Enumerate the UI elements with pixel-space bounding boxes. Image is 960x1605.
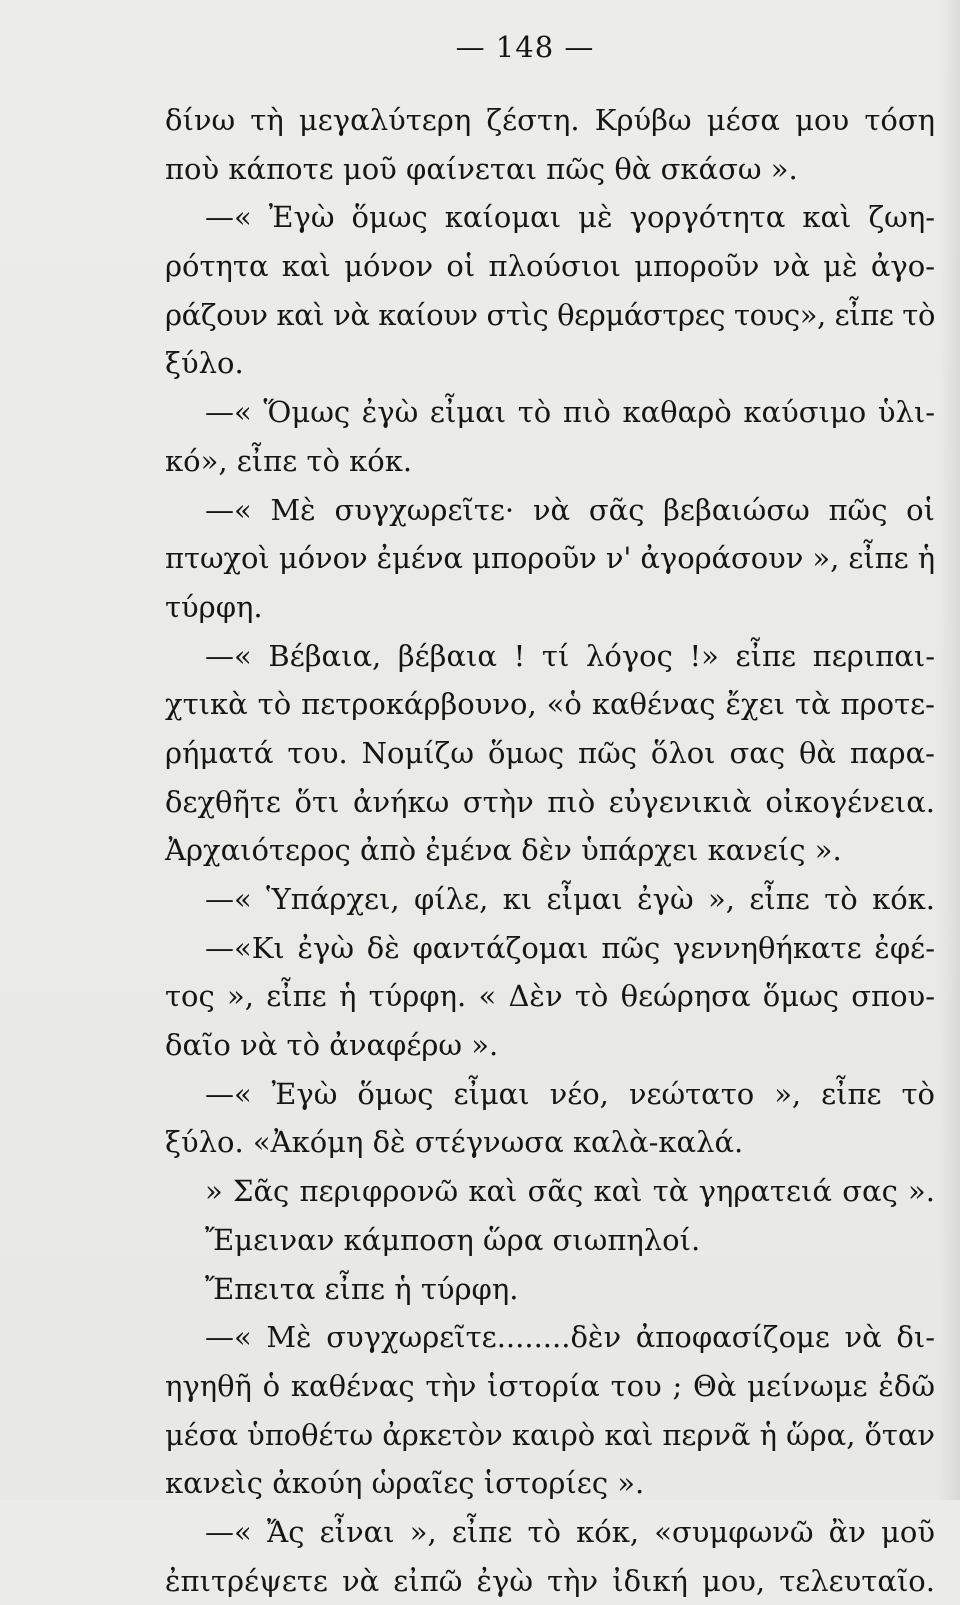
text-line: ποὺ κάποτε μοῦ φαίνεται πῶς θὰ σκάσω ». — [165, 151, 798, 186]
text-line: Ἔμειναν κάμποση ὥρα σιωπηλοί. — [205, 1222, 701, 1257]
text-line: ρότητα καὶ μόνον οἱ πλούσιοι μποροῦν νὰ μὲ ἀγο- — [165, 249, 935, 284]
text-line: —« Ἄς εἶναι », εἶπε τὸ κόκ, «συμφωνῶ ἂν μοῦ — [205, 1514, 935, 1549]
text-line: ράζουν καὶ νὰ καίουν στὶς θερμάστρες τους», εἶπε τὸ — [165, 297, 935, 332]
text-line: —« Μὲ συγχωρεῖτε· νὰ σᾶς βεβαιώσω πῶς οἱ — [205, 492, 935, 527]
text-line: Ἔπειτα εἶπε ἡ τύρφη. — [205, 1271, 519, 1306]
text-line: —« Ἐγὼ ὅμως εἶμαι νέο, νεώτατο », εἶπε τὸ — [205, 1076, 935, 1111]
text-line: κό», εἶπε τὸ κόκ. — [165, 443, 413, 478]
text-line: πτωχοὶ μόνον ἐμένα μποροῦν ν' ἀγοράσουν », εἶπε ἡ — [165, 541, 935, 576]
text-line: μέσα ὑποθέτω ἀρκετὸν καιρὸ καὶ περνᾶ ἡ ὥρα, ὅταν — [165, 1417, 935, 1452]
text-line: δεχθῆτε ὅτι ἀνήκω στὴν πιὸ εὐγενικιὰ οἰκογένεια. — [165, 784, 935, 819]
text-line: τος », εἶπε ἡ τύρφη. « Δὲν τὸ θεώρησα ὅμως σπου- — [165, 979, 935, 1014]
text-line: » Σᾶς περιφρονῶ καὶ σᾶς καὶ τὰ γηρατειά σας ». — [205, 1174, 935, 1209]
text-line: ξύλο. — [165, 346, 244, 381]
body-text — [165, 96, 935, 1605]
text-line: δαῖο νὰ τὸ ἀναφέρω ». — [165, 1028, 499, 1063]
text-line: —« Βέβαια, βέβαια ! τί λόγος !» εἶπε περιπαι- — [205, 638, 935, 673]
text-line: —« Ὑπάρχει, φίλε, κι εἶμαι ἐγὼ », εἶπε τὸ κόκ. — [205, 882, 935, 916]
text-line: —« Ἐγὼ ὅμως καίομαι μὲ γοργότητα καὶ ζωη- — [205, 200, 935, 235]
text-line: Ἀρχαιότερος ἀπὸ ἐμένα δὲν ὑπάρχει κανείς ». — [165, 833, 842, 868]
text-line: χτικὰ τὸ πετροκάρβουνο, «ὁ καθένας ἔχει τὰ προτε- — [165, 687, 935, 722]
page-edge-shadow — [938, 0, 960, 1500]
text-line: δίνω τὴ μεγαλύτερη ζέστη. Κρύβω μέσα μου τόση — [165, 103, 935, 137]
text-line: τύρφη. — [165, 589, 263, 624]
page-number: — 148 — — [455, 30, 595, 64]
text-line: ἐπιτρέψετε νὰ εἰπῶ ἐγὼ τὴν ἰδική μου, τελευταῖο. — [165, 1563, 935, 1598]
text-line: —« Μὲ συγχωρεῖτε........δὲν ἀποφασίζομε νὰ δι- — [205, 1320, 935, 1355]
text-line: ρήματά του. Νομίζω ὅμως πῶς ὅλοι σας θὰ παρα- — [165, 735, 935, 770]
text-line: ηγηθῆ ὁ καθένας τὴν ἱστορία του ; Θὰ μείνωμε ἐδῶ — [165, 1368, 935, 1403]
text-line: ξύλο. «Ἀκόμη δὲ στέγνωσα καλὰ-καλά. — [165, 1125, 744, 1160]
text-line: —« Ὅμως ἐγὼ εἶμαι τὸ πιὸ καθαρὸ καύσιμο ὑλι- — [205, 395, 935, 430]
text-line: κανεὶς ἀκούη ὡραῖες ἱστορίες ». — [165, 1466, 645, 1501]
text-line: —«Κι ἐγὼ δὲ φαντάζομαι πῶς γεννηθήκατε ἐφέ- — [205, 930, 935, 965]
